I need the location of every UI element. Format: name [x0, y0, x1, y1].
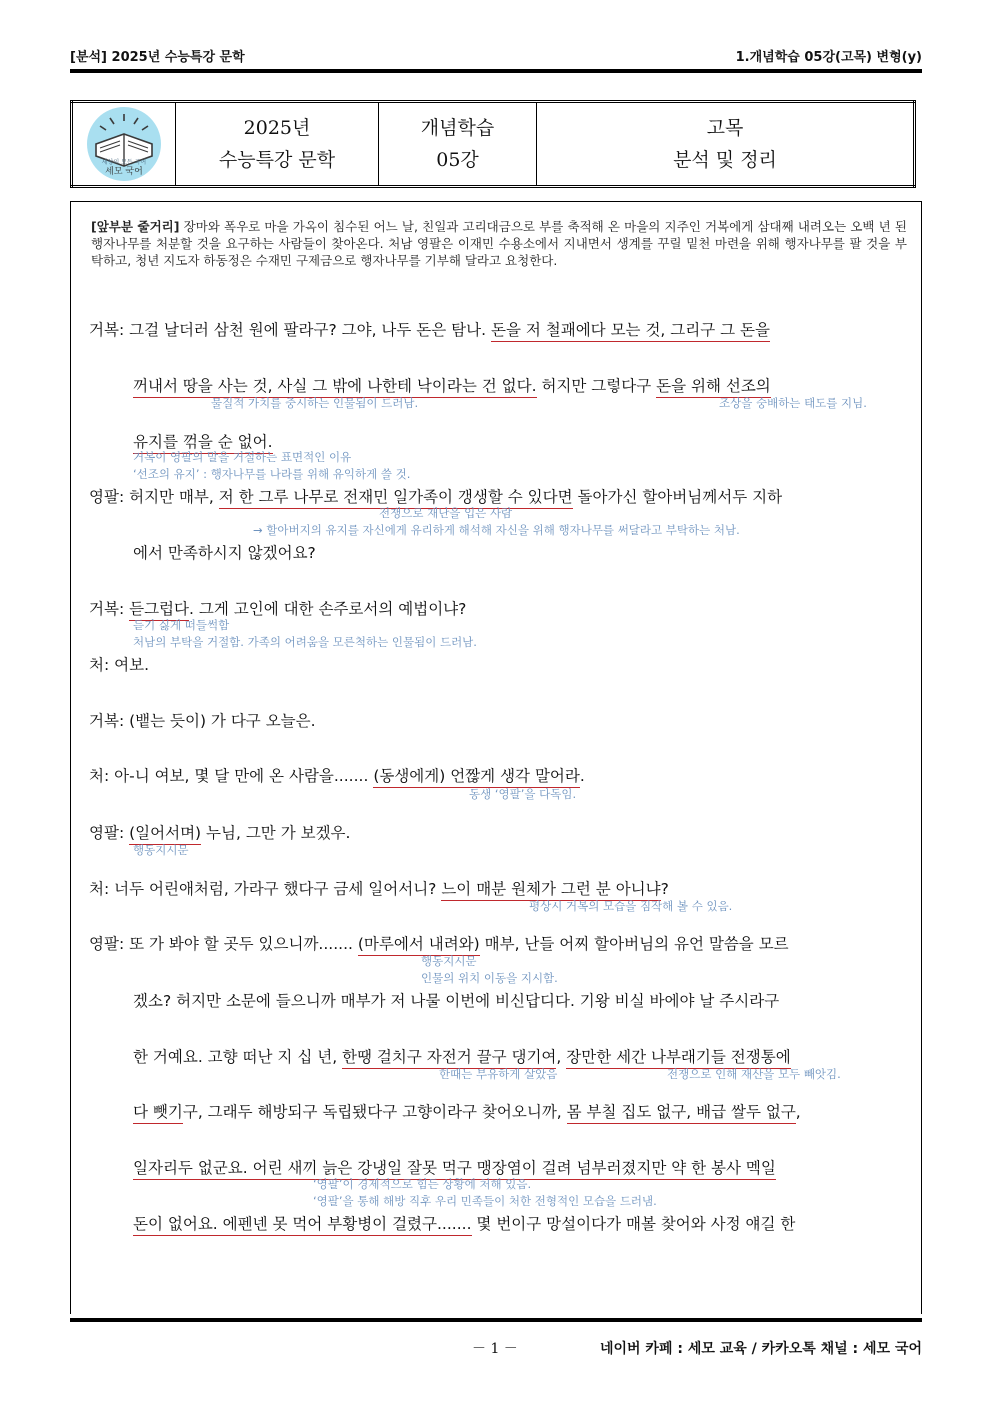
dialogue-line: 돈이 없어요. 에펜넨 못 먹어 부황병이 걸렸구....... 몇 번이구 망설이다가 매볼 찾어와 사정 얘길 한 — [133, 1212, 795, 1234]
annotation-note: ‘영팔’이 경제적으로 힘든 상황에 처해 있음. — [313, 1177, 532, 1191]
underlined-phrase: 느이 매분 원체가 그런 분 아니냐 — [441, 880, 660, 901]
lesson-number: 05강 — [436, 149, 479, 171]
underlined-phrase: 꺼내서 땅을 사는 것, 사실 그 밖에 나한테 낙이라는 건 없다. — [133, 377, 537, 398]
dialogue-line: 에서 만족하시지 않겠어요? — [133, 544, 316, 562]
annotation-note: 동생 ‘영팔’을 다독임. — [469, 787, 577, 801]
dialogue-line: 한 거예요. 고향 떠난 지 십 년, 한땡 걸치구 자전거 끌구 댕기여, 장만한 세간 나부래기들 전쟁통에 — [133, 1045, 791, 1067]
footer-channel-info: 네이버 카페 : 세모 교육 / 카카오톡 채널 : 세모 국어 — [599, 1341, 922, 1357]
page-number: － 1 － — [472, 1341, 518, 1357]
dialogue-line: 거복: (뱉는 듯이) 가 다구 오늘은. — [89, 712, 316, 730]
annotation-note: 전쟁으로 인해 재산을 모두 빼앗김. — [667, 1067, 841, 1081]
annotation-note: 처남의 부탁을 거절함. 가족의 어려움을 모른척하는 인물됨이 드러남. — [133, 635, 477, 649]
top-bar — [70, 44, 922, 66]
underlined-phrase: 일자리두 없군요. 어린 새끼 늙은 강냉일 잘못 먹구 맹장염이 걸려 넘부러졌지만 약 한 봉사 멕일 — [133, 1159, 776, 1180]
dialogue-line: 영팔: 허지만 매부, 저 한 그루 나무로 전재민 일가족이 갱생할 수 있다면 돌아가신 할아버님께서두 지하 — [89, 485, 782, 507]
summary-text: 장마와 폭우로 마을 가옥이 침수된 어느 날, 친일과 고리대금으로 부를 축적해 온 마을의 지주인 거복에게 삼대째 내려오는 오백 년 된 행자나무를 처분할 것을 요구하는 사람들이 찾아온다. 처남 영팔은 이재민 수용소에서 지내면서 생계를 꾸릴 밑천 마련을 위해 행자나무를 팔 것을 부탁하고, 청년 지도자 하동정은 수재민 구제금으로 행자나무를 기부해 달라고 요청한다. — [91, 219, 907, 268]
lesson-cell — [379, 102, 537, 187]
underlined-phrase: 돈을 위해 선조의 — [656, 377, 771, 398]
dialogue-line: 처: 너두 어린애처럼, 가라구 했다구 금세 일어서니? 느이 매분 원체가 그런 분 아니냐? — [89, 877, 669, 899]
underlined-phrase: (일어서며) — [129, 824, 201, 845]
annotation-note: 행동지시문 — [421, 954, 477, 968]
dialogue-line: 겠소? 허지만 소문에 들으니까 매부가 저 나물 이번에 비신답디다. 기왕 비실 바에야 날 주시라구 — [133, 992, 780, 1010]
header-table — [70, 100, 916, 188]
annotation-note: 한때는 부유하게 살았음 — [439, 1067, 558, 1081]
annotation-note: 거복이 영팔의 말을 거절하는 표면적인 이유 — [133, 450, 352, 464]
bottom-rule — [70, 1318, 922, 1322]
underlined-phrase: 장만한 세간 나부래기들 전쟁통에 — [566, 1048, 790, 1069]
dialogue-line: 영팔: (일어서며) 누님, 그만 가 보겠우. — [89, 821, 350, 843]
annotation-note: 전쟁으로 재난을 입은 사람 — [379, 506, 513, 520]
dialogue-line: 거복: 그걸 날더러 삼천 원에 팔라구? 그야, 나두 돈은 탐나. 돈을 저 철괘에다 모는 것, 그리구 그 돈을 — [89, 318, 770, 340]
dialogue-line: 거복: 듣그럽다. 그게 고인에 대한 손주로서의 예법이냐? — [89, 597, 466, 619]
book-name: 수능특강 문학 — [218, 149, 336, 171]
underlined-phrase: 한땡 걸치구 자전거 끌구 댕기여 — [342, 1048, 556, 1069]
annotation-note: 물질적 가치를 중시하는 인물됨이 드러남. — [211, 396, 419, 410]
underlined-phrase: 듣그럽다 — [129, 600, 189, 621]
logo — [74, 104, 174, 184]
lesson-type: 개념학습 — [420, 117, 495, 139]
doc-title: [분석] 2025년 수능특강 문학 — [70, 50, 245, 65]
annotation-note: 평상시 거복의 모습을 짐작해 볼 수 있음. — [529, 899, 733, 913]
logo-text: 세모 국어 — [105, 167, 143, 177]
annotation-note: 인물의 위치 이동을 지시함. — [421, 971, 558, 985]
footer — [70, 1336, 922, 1360]
underlined-phrase: 저 한 그루 나무로 전재민 일가족이 갱생할 수 있다면 — [219, 488, 573, 509]
annotation-note: 행동지시문 — [133, 843, 189, 857]
underlined-phrase: 유지를 꺾을 순 없어. — [133, 433, 273, 454]
annotation-note: → 할아버지의 유지를 자신에게 유리하게 해석해 자신을 위해 행자나무를 써달라고 부탁하는 처남. — [253, 523, 740, 537]
underlined-phrase: 돈을 저 철괘에다 모는 것, 그리구 그 돈을 — [491, 321, 770, 342]
annotation-note: 듣기 싫게 떠들썩함 — [133, 618, 230, 632]
dialogue-line: 처: 여보. — [89, 656, 149, 674]
top-rule — [70, 69, 922, 73]
dialogue-line: 다 뺏기구, 그래두 해방되구 독립됐다구 고향이라구 찾어오니까, 몸 부칠 집도 없구, 배급 쌀두 없구, — [133, 1100, 801, 1122]
dialogue-line: 처: 아-니 여보, 몇 달 만에 온 사람을....... (동생에게) 언짢게 생각 말어라. — [89, 764, 585, 786]
underlined-phrase: 다 뺏기 — [133, 1103, 183, 1124]
logo-subtext: 세상의 모든 국어 — [101, 159, 147, 166]
dialogue-line: 영팔: 또 가 봐야 할 곳두 있으니까....... (마루에서 내려와) 매부, 난들 어찌 할아버님의 유언 말씀을 모르 — [89, 932, 789, 954]
summary-label: [앞부분 줄거리] — [91, 219, 180, 234]
content-box — [70, 201, 922, 1314]
book-cell — [176, 102, 379, 187]
book-year: 2025년 — [243, 117, 311, 139]
work-title: 고목 — [706, 117, 744, 139]
work-subtitle: 분석 및 정리 — [673, 149, 777, 171]
dialogue-line — [133, 1156, 776, 1178]
underlined-phrase: 몸 부칠 집도 없구, 배급 쌀두 없구 — [567, 1103, 796, 1124]
annotation-note: 조상을 숭배하는 태도를 지님. — [719, 396, 867, 410]
plot-summary — [91, 218, 907, 269]
underlined-phrase: (동생에게) 언짢게 생각 말어라 — [373, 767, 580, 788]
annotation-note: ‘선조의 유지’ : 행자나무를 나라를 위해 유익하게 쓸 것. — [133, 467, 411, 481]
work-cell — [537, 102, 915, 187]
logo-cell — [72, 102, 176, 187]
dialogue-line: 꺼내서 땅을 사는 것, 사실 그 밖에 나한테 낙이라는 건 없다. 허지만 그렇다구 돈을 위해 선조의 — [133, 374, 771, 396]
underlined-phrase: (마루에서 내려와) — [358, 935, 480, 956]
doc-section: 1.개념학습 05강(고목) 변형(y) — [735, 50, 922, 65]
annotation-note: ‘영팔’을 통해 해방 직후 우리 민족들이 처한 전형적인 모습을 드러냄. — [313, 1194, 657, 1208]
underlined-phrase: 돈이 없어요. 에펜넨 못 먹어 부황병이 걸렸구....... — [133, 1215, 472, 1236]
